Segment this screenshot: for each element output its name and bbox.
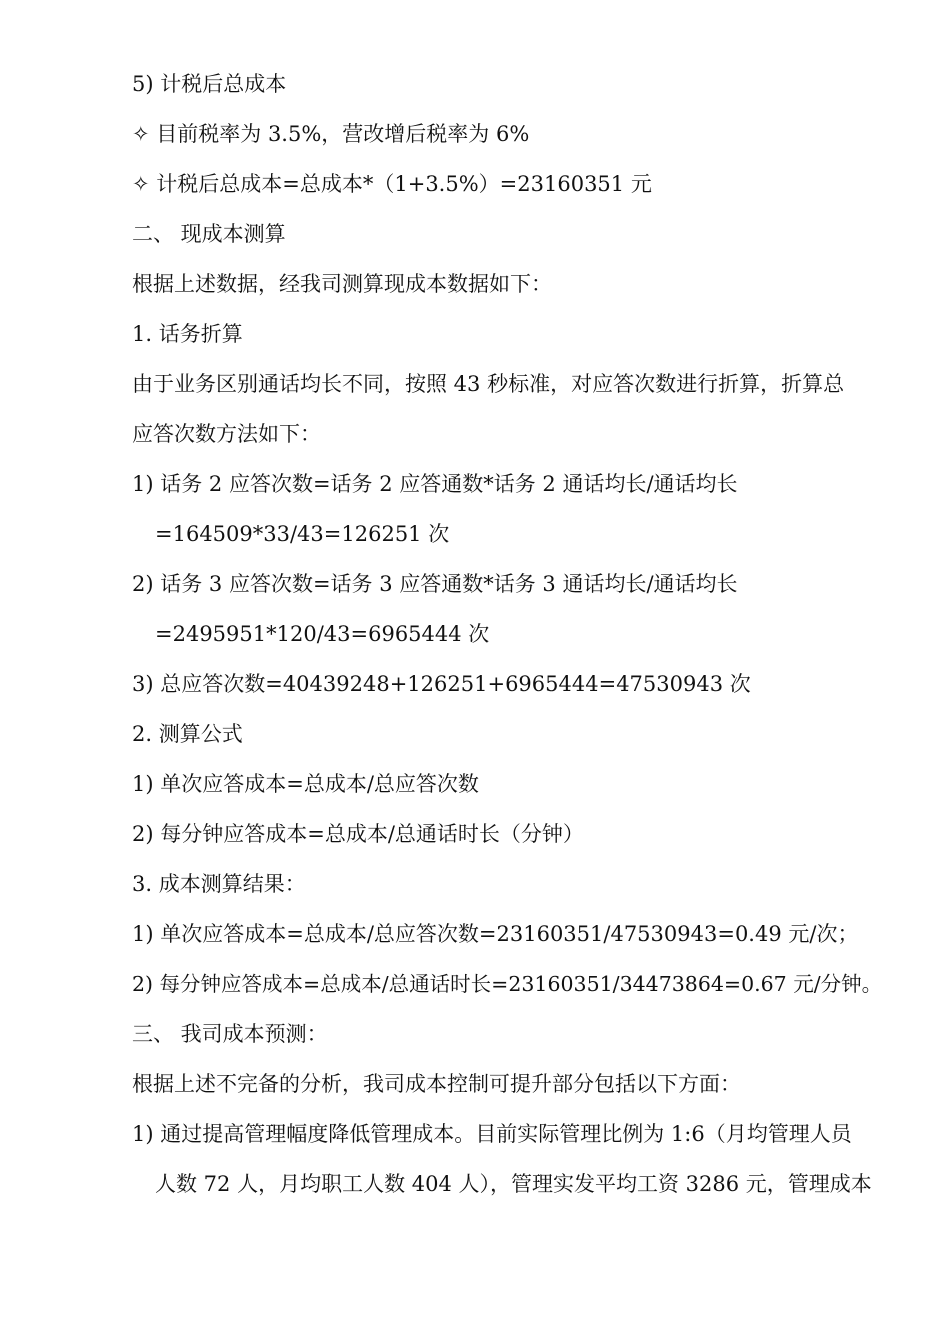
text-line-11: 2) 话务 3 应答次数=话务 3 应答通数*话务 3 通话均长/通话均长 [132, 572, 738, 596]
text-line-7: 由于业务区别通话均长不同，按照 43 秒标准，对应答次数进行折算，折算总 [132, 372, 845, 396]
section-heading-2: 二、 现成本测算 [132, 222, 286, 246]
text-line-23: 人数 72 人，月均职工人数 404 人），管理实发平均工资 3286 元，管理成本 [155, 1172, 872, 1196]
text-line-16: 2) 每分钟应答成本=总成本/总通话时长（分钟） [132, 822, 584, 846]
text-line-9: 1) 话务 2 应答次数=话务 2 应答通数*话务 2 通话均长/通话均长 [132, 472, 738, 496]
text-line-15: 1) 单次应答成本=总成本/总应答次数 [132, 772, 479, 796]
text-line-2: ✧ 目前税率为 3.5%，营改增后税率为 6% [132, 122, 530, 146]
text-line-12: =2495951*120/43=6965444 次 [155, 622, 490, 646]
text-line-3: ✧ 计税后总成本=总成本*（1+3.5%）=23160351 元 [132, 172, 652, 196]
text-line-22: 1) 通过提高管理幅度降低管理成本。目前实际管理比例为 1:6（月均管理人员 [132, 1122, 852, 1146]
subheading-3: 3. 成本测算结果： [132, 872, 306, 896]
text-line-10: =164509*33/43=126251 次 [155, 522, 450, 546]
text-line-13: 3) 总应答次数=40439248+126251+6965444=47530943 次 [132, 672, 751, 696]
text-line-5: 根据上述数据，经我司测算现成本数据如下： [132, 272, 552, 296]
subheading-2: 2. 测算公式 [132, 722, 243, 746]
section-heading-3: 三、 我司成本预测： [132, 1022, 328, 1046]
text-line-21: 根据上述不完备的分析，我司成本控制可提升部分包括以下方面： [132, 1072, 741, 1096]
text-line-8: 应答次数方法如下： [132, 422, 321, 446]
subheading-1: 1. 话务折算 [132, 322, 243, 346]
text-line-19: 2) 每分钟应答成本=总成本/总通话时长=23160351/34473864=0.67 元/分钟。 [132, 972, 883, 996]
text-line-1: 5) 计税后总成本 [132, 72, 287, 96]
text-line-18: 1) 单次应答成本=总成本/总应答次数=23160351/47530943=0.49 元/次； [132, 922, 859, 946]
